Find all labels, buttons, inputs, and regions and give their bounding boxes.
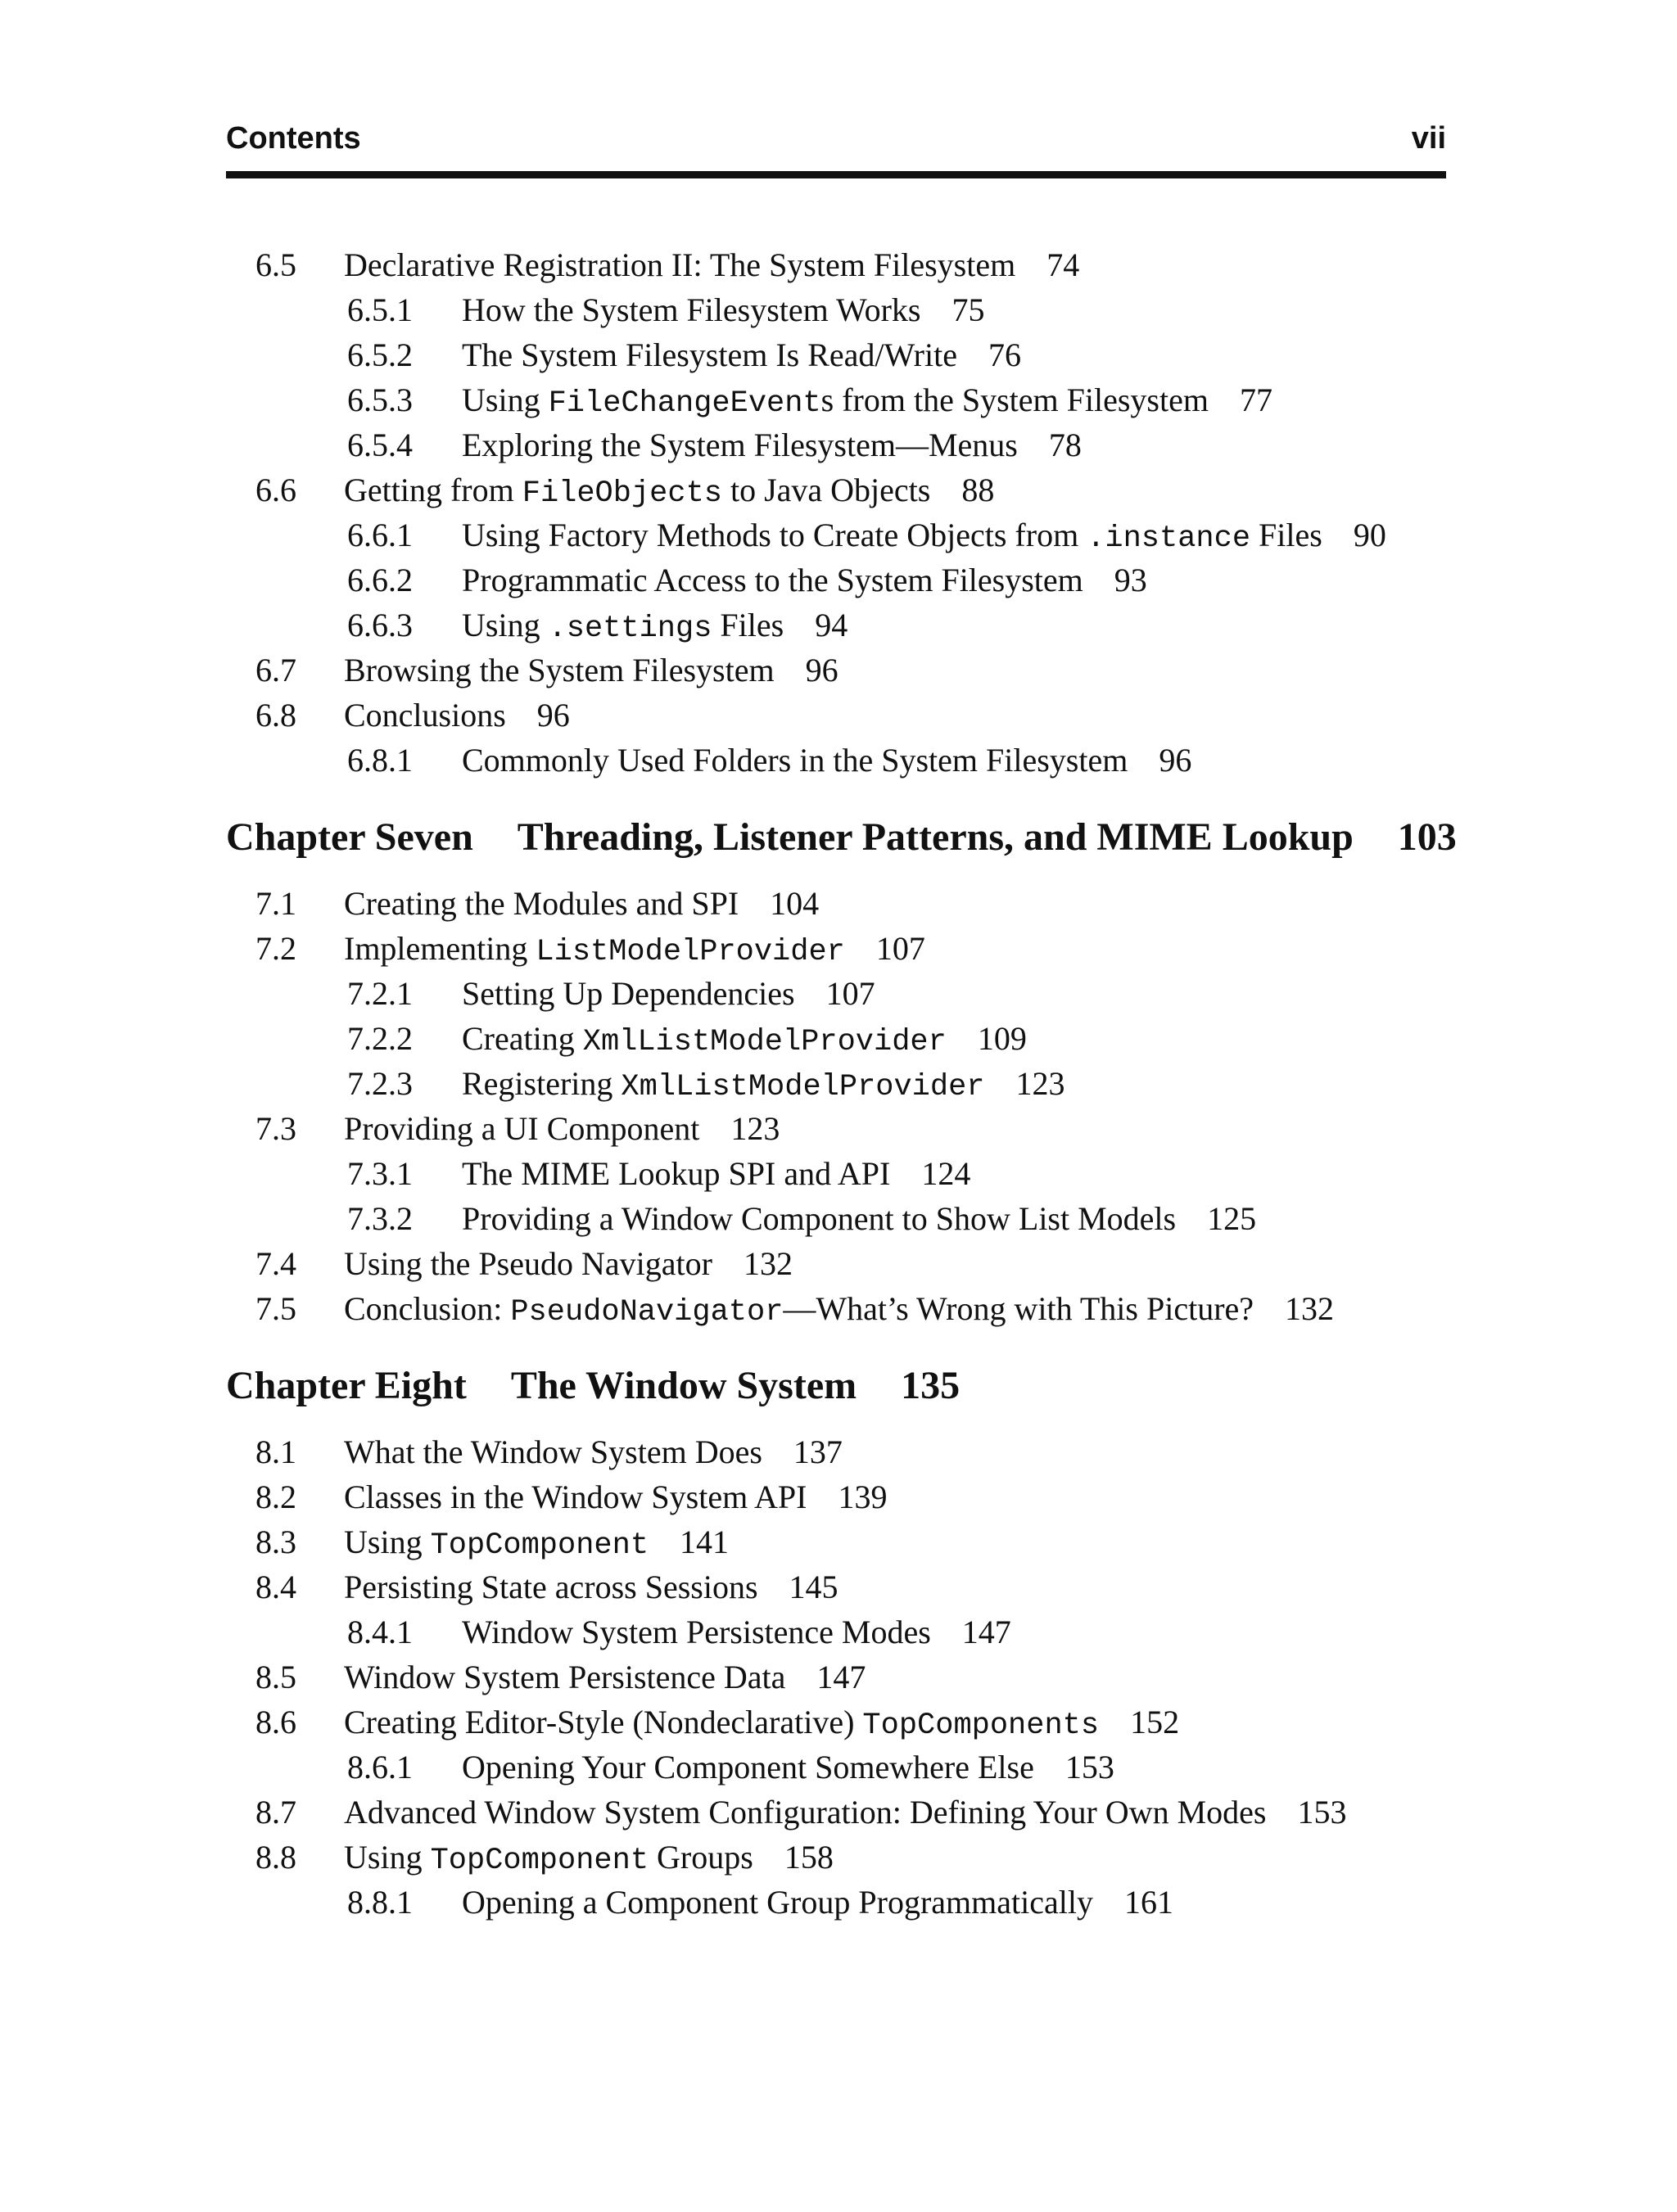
section-title: [462, 332, 1021, 378]
section-number: 8.4.1: [347, 1614, 413, 1650]
title-text: Using: [344, 1839, 431, 1876]
section-page-number: 109: [977, 1020, 1027, 1057]
section-title: [344, 1835, 834, 1884]
title-text: Window System Persistence Data: [344, 1659, 786, 1695]
section-number: 8.8.1: [347, 1884, 413, 1921]
title-text: Providing a UI Component: [344, 1110, 700, 1147]
section-title: [344, 926, 925, 975]
section-page-number: 107: [825, 975, 875, 1012]
section-page-number: 96: [805, 652, 838, 688]
section-page-number: 96: [536, 697, 570, 734]
code-term: FileChangeEvent: [548, 386, 821, 421]
section-number: 8.7: [255, 1794, 296, 1831]
section-page-number: 123: [730, 1110, 780, 1147]
title-text: to Java Objects: [721, 472, 931, 508]
title-text: Classes in the Window System API: [344, 1478, 807, 1515]
section-page-number: 75: [952, 291, 985, 328]
section-title: [462, 287, 985, 333]
code-term: TopComponent: [430, 1528, 649, 1563]
title-text: Exploring the System Filesystem—Menus: [462, 427, 1018, 463]
section-page-number: 96: [1159, 742, 1192, 779]
section-title: [344, 1700, 1179, 1749]
section-title: [344, 881, 819, 927]
title-text: Declarative Registration II: The System Filesystem: [344, 246, 1016, 283]
section-page-number: 104: [770, 885, 820, 922]
chapter-label: Chapter Seven: [226, 815, 473, 859]
title-text: Using: [344, 1524, 431, 1560]
section-title: [344, 1474, 887, 1520]
code-term: TopComponent: [430, 1844, 649, 1878]
section-title: [344, 1241, 793, 1287]
section-page-number: 158: [784, 1839, 834, 1876]
code-term: XmlListModelProvider: [582, 1025, 947, 1059]
section-page-number: 139: [838, 1478, 888, 1515]
section-page-number: 125: [1207, 1200, 1257, 1237]
section-number: 6.7: [255, 652, 296, 688]
section-number: 8.2: [255, 1478, 296, 1515]
section-title: [462, 1745, 1114, 1790]
section-number: 8.6.1: [347, 1749, 413, 1785]
chapter-heading[interactable]: [226, 1359, 960, 1413]
section-number: 6.6.1: [347, 517, 413, 553]
section-number: 6.6: [255, 472, 296, 508]
section-page-number: 88: [961, 472, 995, 508]
title-text: Conclusion:: [344, 1290, 511, 1327]
section-title: [344, 1654, 866, 1700]
code-term: FileObjects: [522, 476, 722, 511]
chapter-title: The Window System: [510, 1364, 857, 1407]
section-title: [462, 971, 875, 1017]
section-title: [344, 1564, 838, 1610]
section-title: [344, 467, 994, 517]
section-page-number: 74: [1046, 246, 1080, 283]
title-text: Registering: [462, 1065, 622, 1102]
section-number: 7.3: [255, 1110, 296, 1147]
title-text: How the System Filesystem Works: [462, 291, 921, 328]
section-title: [344, 648, 838, 693]
title-text: Browsing the System Filesystem: [344, 652, 775, 688]
section-page-number: 161: [1123, 1884, 1173, 1921]
section-number: 7.4: [255, 1245, 296, 1282]
section-title: [344, 1106, 780, 1152]
section-page-number: 145: [789, 1569, 838, 1605]
section-number: 7.3.2: [347, 1200, 413, 1237]
title-text: Opening a Component Group Programmatically: [462, 1884, 1093, 1921]
section-title: [462, 377, 1272, 427]
chapter-page-number: 103: [1397, 815, 1457, 859]
section-number: 6.6.2: [347, 562, 413, 598]
section-title: [462, 512, 1386, 562]
code-term: .instance: [1087, 521, 1251, 556]
section-page-number: 153: [1297, 1794, 1347, 1831]
title-text: —What’s Wrong with This Picture?: [783, 1290, 1254, 1327]
section-title: [462, 1609, 1011, 1655]
section-page-number: 94: [815, 607, 848, 643]
section-number: 6.8: [255, 697, 296, 734]
title-text: Using Factory Methods to Create Objects from: [462, 517, 1087, 553]
section-title: [462, 422, 1082, 468]
code-term: ListModelProvider: [536, 935, 845, 969]
section-title: [462, 1016, 1027, 1065]
title-text: Setting Up Dependencies: [462, 975, 795, 1012]
section-number: 6.5: [255, 246, 296, 283]
title-text: Persisting State across Sessions: [344, 1569, 758, 1605]
title-text: Commonly Used Folders in the System Filesystem: [462, 742, 1128, 779]
section-number: 7.5: [255, 1290, 296, 1327]
running-head: [226, 116, 1446, 160]
title-text: Files: [1250, 517, 1322, 553]
section-number: 6.5.2: [347, 336, 413, 373]
title-text: Creating the Modules and SPI: [344, 885, 739, 922]
code-term: XmlListModelProvider: [621, 1070, 985, 1104]
title-text: Using: [462, 381, 549, 418]
header-rule: [226, 171, 1446, 178]
title-text: Files: [712, 607, 784, 643]
section-number: 7.2.1: [347, 975, 413, 1012]
section-page-number: 124: [921, 1155, 971, 1192]
title-text: Creating: [462, 1020, 583, 1057]
page-number: vii: [1411, 121, 1446, 156]
code-term: .settings: [548, 612, 712, 646]
section-title: [462, 1880, 1173, 1925]
section-title: [462, 1061, 1065, 1110]
section-number: 7.3.1: [347, 1155, 413, 1192]
title-text: What the Window System Does: [344, 1433, 762, 1470]
section-number: 7.1: [255, 885, 296, 922]
section-number: 6.5.4: [347, 427, 413, 463]
title-text: Getting from: [344, 472, 522, 508]
section-page-number: 76: [988, 336, 1021, 373]
section-title: [344, 242, 1079, 288]
section-number: 8.3: [255, 1524, 296, 1560]
section-page-number: 93: [1114, 562, 1147, 598]
title-text: The System Filesystem Is Read/Write: [462, 336, 957, 373]
title-text: Groups: [649, 1839, 753, 1876]
title-text: Implementing: [344, 930, 536, 967]
section-page-number: 132: [743, 1245, 793, 1282]
title-text: The MIME Lookup SPI and API: [462, 1155, 891, 1192]
section-title: [344, 1286, 1334, 1335]
section-page-number: 78: [1048, 427, 1082, 463]
section-title: [344, 693, 570, 738]
section-title: [462, 1151, 970, 1197]
section-page-number: 147: [816, 1659, 866, 1695]
section-page-number: 90: [1353, 517, 1386, 553]
section-number: 8.8: [255, 1839, 296, 1876]
title-text: Conclusions: [344, 697, 506, 734]
section-number: 6.6.3: [347, 607, 413, 643]
section-number: 8.4: [255, 1569, 296, 1605]
section-number: 6.5.1: [347, 291, 413, 328]
section-title: [462, 603, 848, 652]
chapter-heading[interactable]: [226, 810, 1457, 864]
section-number: 6.5.3: [347, 381, 413, 418]
section-number: 6.8.1: [347, 742, 413, 779]
title-text: Opening Your Component Somewhere Else: [462, 1749, 1034, 1785]
section-page-number: 107: [875, 930, 925, 967]
section-title: [462, 738, 1191, 783]
title-text: Providing a Window Component to Show List Models: [462, 1200, 1177, 1237]
section-number: 8.6: [255, 1704, 296, 1740]
section-page-number: 152: [1130, 1704, 1180, 1740]
section-number: 7.2.2: [347, 1020, 413, 1057]
title-text: Using the Pseudo Navigator: [344, 1245, 712, 1282]
section-page-number: 141: [680, 1524, 730, 1560]
code-term: PseudoNavigator: [510, 1295, 784, 1329]
title-text: Programmatic Access to the System Filesystem: [462, 562, 1083, 598]
section-number: 7.2.3: [347, 1065, 413, 1102]
chapter-label: Chapter Eight: [226, 1364, 467, 1407]
title-text: Using: [462, 607, 549, 643]
chapter-title: Threading, Listener Patterns, and MIME Lookup: [517, 815, 1354, 859]
section-page-number: 77: [1239, 381, 1272, 418]
title-text: Creating Editor-Style (Nondeclarative): [344, 1704, 863, 1740]
section-number: 8.5: [255, 1659, 296, 1695]
section-page-number: 153: [1065, 1749, 1114, 1785]
title-text: s from the System Filesystem: [820, 381, 1209, 418]
running-head-title: Contents: [226, 121, 361, 156]
section-page-number: 123: [1015, 1065, 1065, 1102]
section-title: [344, 1429, 843, 1475]
section-page-number: 147: [961, 1614, 1011, 1650]
section-page-number: 137: [793, 1433, 843, 1470]
title-text: Window System Persistence Modes: [462, 1614, 931, 1650]
section-title: [462, 1196, 1256, 1242]
code-term: TopComponents: [862, 1709, 1100, 1743]
section-page-number: 132: [1285, 1290, 1335, 1327]
section-number: 8.1: [255, 1433, 296, 1470]
section-title: [344, 1519, 729, 1569]
chapter-page-number: 135: [901, 1364, 961, 1407]
section-title: [344, 1790, 1346, 1835]
title-text: Advanced Window System Configuration: Defining Your Own Modes: [344, 1794, 1267, 1831]
section-number: 7.2: [255, 930, 296, 967]
section-title: [462, 558, 1147, 603]
